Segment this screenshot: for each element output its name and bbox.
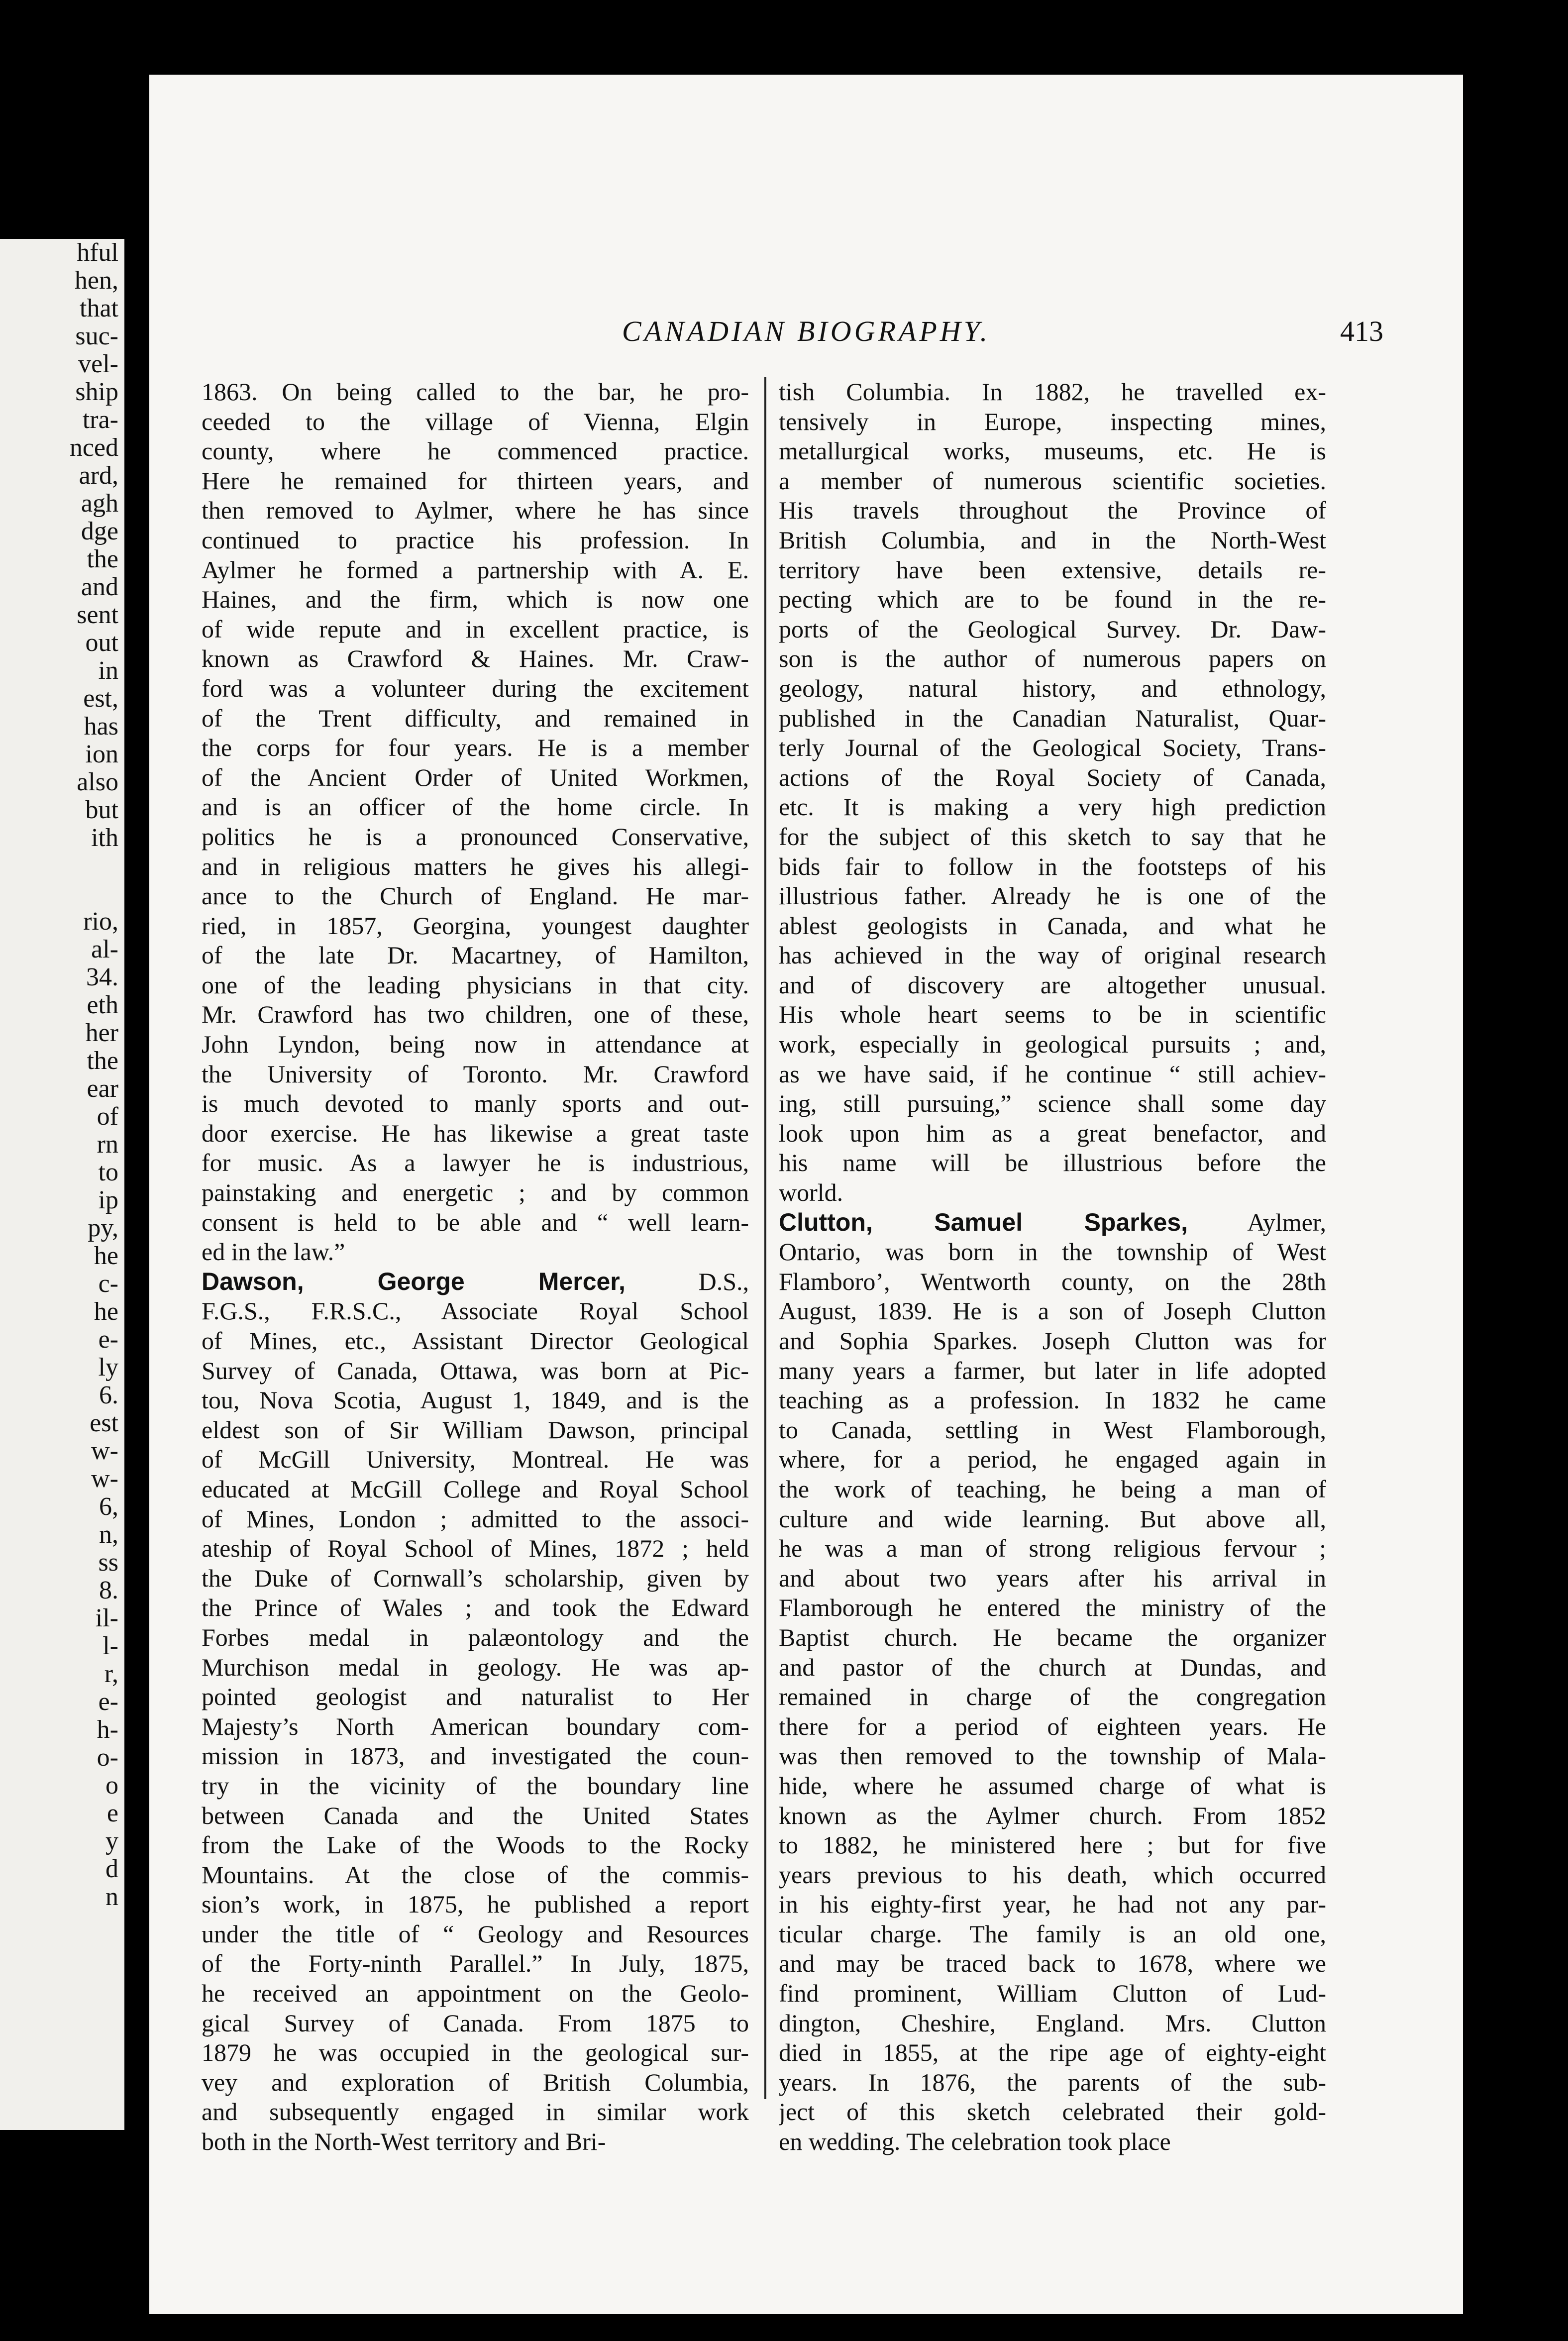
edge-fragment: 8. — [99, 1576, 118, 1604]
text-line: Majesty’s North American boundary com- — [202, 1712, 749, 1740]
text-line: Survey of Canada, Ottawa, was born at Pic- — [202, 1356, 749, 1384]
text-line: bids fair to follow in the footsteps of his — [779, 852, 1326, 880]
text-line: ried, in 1857, Georgina, youngest daughter — [202, 911, 749, 940]
edge-fragment: o- — [97, 1743, 118, 1772]
text-line: geology, natural history, and ethnology, — [779, 674, 1326, 702]
text-line: ject of this sketch celebrated their gold- — [779, 2098, 1326, 2126]
text-line: years previous to his death, which occurred — [779, 1860, 1326, 1889]
edge-fragment: but — [85, 796, 118, 824]
text-line: world. — [779, 1178, 843, 1207]
text-line: 1863. On being called to the bar, he pro- — [202, 378, 749, 406]
text-line: His travels throughout the Province of — [779, 496, 1326, 525]
edge-fragment: h- — [97, 1715, 118, 1744]
text-line: between Canada and the United States — [202, 1801, 749, 1829]
edge-fragment: eth — [87, 991, 118, 1019]
text-line: has achieved in the way of original research — [779, 941, 1326, 969]
edge-fragment: 6. — [99, 1381, 118, 1409]
edge-fragment: vel- — [78, 350, 118, 378]
text-line: illustrious father. Already he is one of the — [779, 882, 1326, 910]
text-line: F.G.S., F.R.S.C., Associate Royal School — [202, 1297, 749, 1325]
edge-fragment: al- — [91, 935, 118, 963]
text-line: look upon him as a great benefactor, and — [779, 1119, 1326, 1147]
text-line: and may be traced back to 1678, where we — [779, 1949, 1326, 1978]
text-line: John Lyndon, being now in attendance at — [202, 1030, 749, 1059]
text-line: one of the leading physicians in that city. — [202, 970, 749, 999]
text-line: Forbes medal in palæontology and the — [202, 1623, 749, 1651]
text-line: ford was a volunteer during the excitement — [202, 674, 749, 702]
edge-fragment: il- — [95, 1604, 118, 1632]
text-line: continued to practice his profession. In — [202, 526, 749, 554]
edge-fragment: l- — [103, 1632, 118, 1660]
edge-fragment: est — [90, 1409, 118, 1437]
edge-fragment: nced — [69, 433, 118, 462]
book-page — [149, 75, 1463, 2314]
text-line: from the Lake of the Woods to the Rocky — [202, 1831, 749, 1859]
edge-fragment: c- — [98, 1270, 118, 1298]
text-line: and subsequently engaged in similar work — [202, 2098, 749, 2126]
edge-fragment: in — [98, 656, 118, 685]
text-line: ateship of Royal School of Mines, 1872 ; held — [202, 1534, 749, 1563]
text-line: find prominent, William Clutton of Lud- — [779, 1979, 1326, 2008]
text-line: terly Journal of the Geological Society, Trans- — [779, 734, 1326, 762]
text-line: Ontario, was born in the township of West — [779, 1238, 1326, 1266]
text-line: gical Survey of Canada. From 1875 to — [202, 2009, 749, 2037]
text-line: of Mines, London ; admitted to the associ- — [202, 1504, 749, 1533]
text-line: Murchison medal in geology. He was ap- — [202, 1653, 749, 1681]
edge-fragment: that — [80, 294, 118, 322]
text-line: territory have been extensive, details re- — [779, 555, 1326, 584]
edge-fragment: the — [87, 545, 118, 573]
edge-fragment: ard, — [79, 461, 118, 490]
column-divider — [764, 377, 766, 2099]
edge-fragment: rn — [97, 1130, 118, 1159]
text-line: metallurgical works, museums, etc. He is — [779, 437, 1326, 465]
text-line: the Prince of Wales ; and took the Edward — [202, 1594, 749, 1622]
edge-fragment: ear — [87, 1074, 118, 1103]
edge-fragment: has — [84, 712, 118, 741]
text-line: tou, Nova Scotia, August 1, 1849, and is the — [202, 1386, 749, 1414]
text-line: both in the North-West territory and Bri- — [202, 2128, 606, 2156]
text-line: of the Forty-ninth Parallel.” In July, 1875, — [202, 1949, 749, 1978]
text-line: ablest geologists in Canada, and what he — [779, 911, 1326, 940]
edge-fragment: sent — [77, 601, 118, 629]
text-line: Flamborough he entered the ministry of the — [779, 1594, 1326, 1622]
text-line: tensively in Europe, inspecting mines, — [779, 407, 1326, 435]
text-line: etc. It is making a very high prediction — [779, 793, 1326, 821]
text-line: where, for a period, he engaged again in — [779, 1445, 1326, 1474]
text-line: door exercise. He has likewise a great taste — [202, 1119, 749, 1147]
edge-fragment: tra- — [82, 406, 118, 434]
text-line: published in the Canadian Naturalist, Quar- — [779, 704, 1326, 732]
text-line: in his eighty-first year, he had not any par- — [779, 1890, 1326, 1918]
text-line: he was a man of strong religious fervour ; — [779, 1534, 1326, 1563]
edge-fragment: w- — [91, 1465, 118, 1493]
text-line: of wide repute and in excellent practice, is — [202, 615, 749, 643]
text-line: educated at McGill College and Royal School — [202, 1475, 749, 1503]
text-line: son is the author of numerous papers on — [779, 644, 1326, 673]
text-line: died in 1855, at the ripe age of eighty-eight — [779, 2038, 1326, 2067]
text-line: ance to the Church of England. He mar- — [202, 882, 749, 910]
text-line: the Duke of Cornwall’s scholarship, given by — [202, 1564, 749, 1592]
edge-fragment — [0, 852, 124, 880]
text-line: dington, Cheshire, England. Mrs. Clutton — [779, 2009, 1326, 2037]
text-line: and about two years after his arrival in — [779, 1564, 1326, 1592]
text-line: and of discovery are altogether unusual. — [779, 970, 1326, 999]
text-line: of the Trent difficulty, and remained in — [202, 704, 749, 732]
edge-fragment: the — [87, 1047, 118, 1075]
edge-fragment: o — [105, 1771, 118, 1800]
edge-fragment: e — [106, 1799, 118, 1827]
text-line: years. In 1876, the parents of the sub- — [779, 2068, 1326, 2096]
text-line: Flamboro’, Wentworth county, on the 28th — [779, 1267, 1326, 1295]
edge-fragment: ss — [98, 1548, 118, 1577]
text-line: his name will be illustrious before the — [779, 1149, 1326, 1177]
edge-fragment: he — [94, 1297, 118, 1326]
edge-fragment: of — [97, 1102, 118, 1131]
text-line: of McGill University, Montreal. He was — [202, 1445, 749, 1474]
edge-fragment: ion — [85, 740, 118, 768]
text-line: ports of the Geological Survey. Dr. Daw- — [779, 615, 1326, 643]
text-line: the University of Toronto. Mr. Crawford — [202, 1060, 749, 1088]
left-column — [202, 377, 749, 2156]
edge-fragment: rio, — [83, 907, 118, 936]
page-header — [149, 315, 1463, 354]
edge-fragment: to — [98, 1158, 118, 1186]
text-line: then removed to Aylmer, where he has since — [202, 496, 749, 525]
text-line: consent is held to be able and “ well learn- — [202, 1208, 749, 1236]
edge-fragment: y — [105, 1827, 118, 1855]
text-line: as we have said, if he continue “ still achiev- — [779, 1060, 1326, 1088]
text-line: ing, still pursuing,” science shall some day — [779, 1089, 1326, 1118]
edge-fragment: n — [105, 1883, 118, 1911]
edge-fragment: hen, — [74, 266, 118, 295]
text-line: 1879 he was occupied in the geological sur- — [202, 2038, 749, 2067]
text-line: politics he is a pronounced Conservative, — [202, 822, 749, 851]
text-line: county, where he commenced practice. — [202, 437, 749, 465]
text-line: for music. As a lawyer he is industrious, — [202, 1149, 749, 1177]
text-line: he received an appointment on the Geolo- — [202, 1979, 749, 2008]
text-line: and in religious matters he gives his allegi- — [202, 852, 749, 880]
text-line: work, especially in geological pursuits ; and, — [779, 1030, 1326, 1059]
text-line: of the late Dr. Macartney, of Hamilton, — [202, 941, 749, 969]
text-line: under the title of “ Geology and Resources — [202, 1919, 749, 1948]
text-line: Clutton, Samuel Sparkes, Aylmer, — [779, 1208, 1326, 1236]
edge-fragment: w- — [91, 1437, 118, 1465]
text-line: Mr. Crawford has two children, one of these, — [202, 1000, 749, 1029]
text-line: known as Crawford & Haines. Mr. Craw- — [202, 644, 749, 673]
adjacent-page-edge — [0, 239, 124, 2130]
edge-fragment: and — [81, 573, 118, 601]
text-line: known as the Aylmer church. From 1852 — [779, 1801, 1326, 1829]
page-number: 413 — [1340, 315, 1383, 347]
running-title: CANADIAN BIOGRAPHY. — [622, 315, 991, 347]
text-line: culture and wide learning. But above all, — [779, 1504, 1326, 1533]
text-line: Dawson, George Mercer, D.S., — [202, 1267, 749, 1295]
edge-fragment: out — [85, 629, 118, 657]
edge-fragment: he — [94, 1242, 118, 1270]
edge-fragment: e- — [98, 1688, 118, 1716]
text-line: Here he remained for thirteen years, and — [202, 466, 749, 495]
text-line: to Canada, settling in West Flamborough, — [779, 1415, 1326, 1444]
edge-fragment: 34. — [86, 963, 118, 991]
text-line: and is an officer of the home circle. In — [202, 793, 749, 821]
text-line: en wedding. The celebration took place — [779, 2128, 1171, 2156]
edge-fragment: n, — [99, 1520, 118, 1549]
edge-fragment: e- — [98, 1325, 118, 1354]
text-line: painstaking and energetic ; and by common — [202, 1178, 749, 1207]
edge-fragment: ip — [98, 1186, 118, 1214]
text-line: His whole heart seems to be in scientific — [779, 1000, 1326, 1029]
edge-fragment: r, — [104, 1660, 118, 1688]
text-line: teaching as a profession. In 1832 he came — [779, 1386, 1326, 1414]
text-line: and pastor of the church at Dundas, and — [779, 1653, 1326, 1681]
edge-fragment: ship — [75, 378, 118, 406]
edge-fragment: dge — [81, 517, 118, 545]
text-line: vey and exploration of British Columbia, — [202, 2068, 749, 2096]
text-line: August, 1839. He is a son of Joseph Clutton — [779, 1297, 1326, 1325]
text-line: British Columbia, and in the North-West — [779, 526, 1326, 554]
text-line: many years a farmer, but later in life adopted — [779, 1356, 1326, 1384]
text-line: a member of numerous scientific societies. — [779, 466, 1326, 495]
text-line: pointed geologist and naturalist to Her — [202, 1683, 749, 1711]
text-line: the work of teaching, he being a man of — [779, 1475, 1326, 1503]
text-line: of Mines, etc., Assistant Director Geological — [202, 1327, 749, 1355]
text-line: actions of the Royal Society of Canada, — [779, 763, 1326, 791]
text-line: Haines, and the firm, which is now one — [202, 585, 749, 614]
text-line: and Sophia Sparkes. Joseph Clutton was for — [779, 1327, 1326, 1355]
text-line: hide, where he assumed charge of what is — [779, 1771, 1326, 1800]
edge-fragment: est, — [83, 684, 118, 713]
text-line: the corps for four years. He is a member — [202, 734, 749, 762]
text-line: there for a period of eighteen years. He — [779, 1712, 1326, 1740]
text-line: to 1882, he ministered here ; but for five — [779, 1831, 1326, 1859]
edge-fragment: ly — [98, 1353, 118, 1382]
text-line: for the subject of this sketch to say that he — [779, 822, 1326, 851]
edge-fragment: d — [105, 1855, 118, 1883]
edge-fragment: also — [77, 768, 118, 796]
edge-fragment: agh — [81, 489, 118, 518]
text-line: try in the vicinity of the boundary line — [202, 1771, 749, 1800]
text-line: Aylmer he formed a partnership with A. E. — [202, 555, 749, 584]
edge-fragment: 6, — [99, 1492, 118, 1521]
text-line: is much devoted to manly sports and out- — [202, 1089, 749, 1118]
text-line: was then removed to the township of Mala- — [779, 1742, 1326, 1770]
text-line: Baptist church. He became the organizer — [779, 1623, 1326, 1651]
text-line: mission in 1873, and investigated the coun- — [202, 1742, 749, 1770]
text-line: of the Ancient Order of United Workmen, — [202, 763, 749, 791]
edge-fragment: suc- — [75, 322, 118, 350]
text-line: sion’s work, in 1875, he published a report — [202, 1890, 749, 1918]
edge-fragment — [0, 880, 124, 908]
text-line: ed in the law.” — [202, 1238, 345, 1266]
edge-fragment: hful — [77, 239, 118, 267]
text-line: tish Columbia. In 1882, he travelled ex- — [779, 378, 1326, 406]
edge-fragment: py, — [88, 1214, 118, 1242]
edge-fragment: ith — [91, 824, 118, 852]
text-line: ceeded to the village of Vienna, Elgin — [202, 407, 749, 435]
text-line: Mountains. At the close of the commis- — [202, 1860, 749, 1889]
text-line: eldest son of Sir William Dawson, principal — [202, 1415, 749, 1444]
text-line: pecting which are to be found in the re- — [779, 585, 1326, 614]
text-line: remained in charge of the congregation — [779, 1683, 1326, 1711]
text-line: ticular charge. The family is an old one, — [779, 1919, 1326, 1948]
right-column — [779, 377, 1326, 2156]
edge-fragment: her — [85, 1019, 118, 1047]
